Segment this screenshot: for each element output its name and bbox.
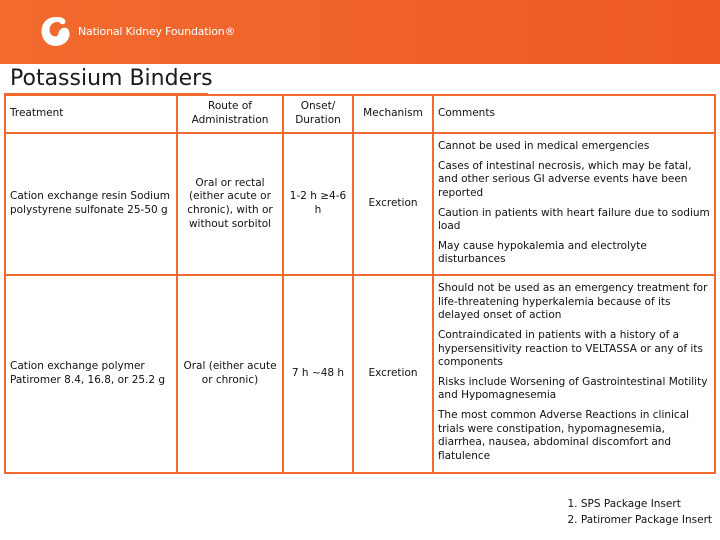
comment-text: May cause hypokalemia and electrolyte disturbances xyxy=(438,239,647,266)
column-header-onset: Onset/ Duration xyxy=(283,95,353,133)
binders-table xyxy=(4,94,716,474)
comments-cell xyxy=(433,275,715,473)
treatment-cell: Cation exchange polymer Patiromer 8.4, 16.8, or 25.2 g xyxy=(5,275,177,473)
page-title: Potassium Binders xyxy=(10,66,213,91)
column-header-treatment: Treatment xyxy=(5,95,177,133)
comment-text: Cannot be used in medical emergencies xyxy=(438,140,650,152)
header-bar xyxy=(0,0,720,64)
kidney-logo-icon xyxy=(36,14,76,50)
references xyxy=(567,497,712,529)
mechanism-cell: Excretion xyxy=(353,275,433,473)
comment-text: Risks include Worsening of Gastrointestinal Motility and Hypomagnesemia xyxy=(438,375,708,402)
comment-text: Contraindicated in patients with a history of a hypersensitivity reaction to VELTASSA or any of its components xyxy=(438,328,703,369)
binders-table-container xyxy=(4,94,714,494)
comment-text: Caution in patients with heart failure due to sodium load xyxy=(438,206,710,233)
reference-item: 2. Patiromer Package Insert xyxy=(567,513,712,526)
table-row xyxy=(5,133,715,275)
comment-text: Should not be used as an emergency treatment for life-threatening hyperkalemia because of its delayed onset of action xyxy=(438,282,708,322)
onset-cell: 1-2 h ≥4-6 h xyxy=(283,133,353,275)
mechanism-cell: Excretion xyxy=(353,133,433,275)
column-header-mechanism: Mechanism xyxy=(353,95,433,133)
table-header-row xyxy=(5,95,715,133)
route-cell: Oral (either acute or chronic) xyxy=(177,275,283,473)
comment-text: The most common Adverse Reactions in clinical trials were constipation, hypomagnesemia, diarrhea, nausea, abdominal discomfort and flatulence xyxy=(438,409,690,463)
column-header-comments: Comments xyxy=(433,95,715,133)
column-header-route: Route of Administration xyxy=(177,95,283,133)
onset-cell: 7 h ~48 h xyxy=(283,275,353,473)
table-row xyxy=(5,275,715,473)
org-name: National Kidney Foundation® xyxy=(78,25,236,38)
route-cell: Oral or rectal (either acute or chronic), with or without sorbitol xyxy=(177,133,283,275)
comments-cell xyxy=(433,133,715,275)
comment-text: Cases of intestinal necrosis, which may be fatal, and other serious GI adverse events have been reported xyxy=(438,159,692,199)
reference-item: 1. SPS Package Insert xyxy=(567,498,681,510)
treatment-cell: Cation exchange resin Sodium polystyrene sulfonate 25-50 g xyxy=(5,133,177,275)
